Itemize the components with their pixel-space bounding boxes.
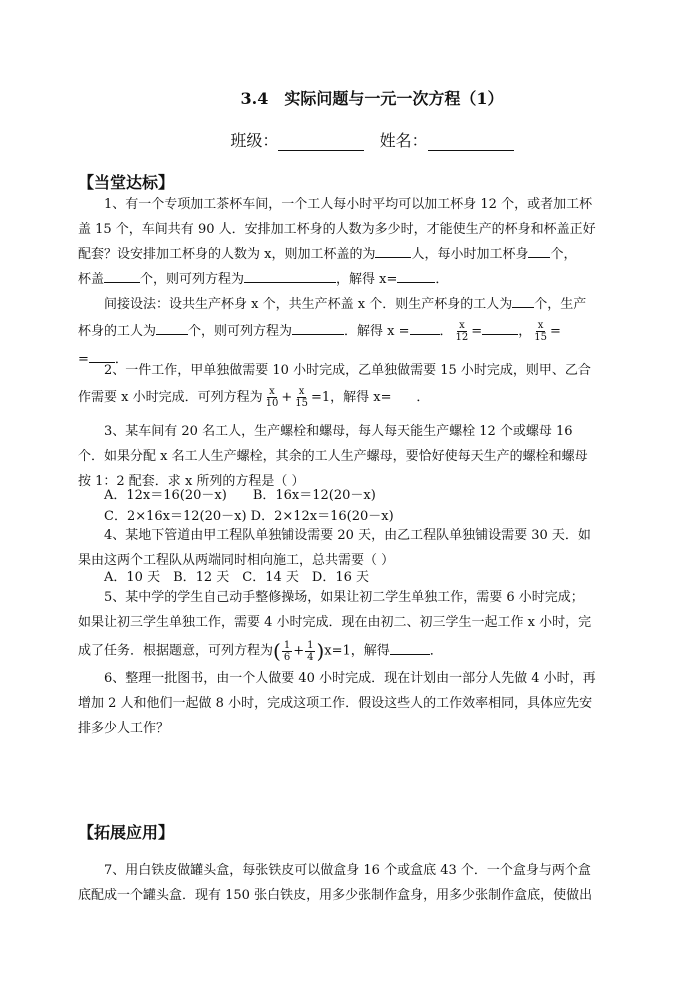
q1-line-1: 1、有一个专项加工茶杯车间，一个工人每小时平均可以加工杯身 12 个，或者加工杯 (104, 197, 593, 212)
fraction-x-over-12: $\frac{x}{12}$ (455, 320, 469, 343)
question-1 (78, 192, 620, 372)
q3-line-1: 3、某车间有 20 名工人，生产螺栓和螺母，每人每天能生产螺栓 12 个或螺母 16 (104, 424, 573, 439)
fraction-1-over-6: $\frac{1}{6}$ (283, 639, 291, 663)
q1-line-7: = ． (78, 347, 620, 372)
question-6 (78, 666, 620, 741)
question-5 (78, 585, 620, 668)
q7-line-2: 底配成一个罐头盒．现有 150 张白铁皮，用多少张制作盒身，用多少张制作盒底，使做出 (78, 888, 593, 903)
class-label: 班级： (230, 131, 279, 150)
question-7 (78, 858, 620, 908)
q5-line-2: 如果让初三学生单独工作，需要 4 小时完成．现在由初二、初三学生一起工作 x 小时，完 (78, 615, 592, 630)
q4-line-1: 4、某地下管道由甲工程队单独铺设需要 20 天，由乙工程队单独铺设需要 30 天．如 (104, 528, 591, 543)
q2-line-1: 2、一件工作，甲单独做需要 10 小时完成，乙单独做需要 15 小时完成，则甲、乙合 (104, 363, 591, 378)
q1-line-4: 杯盖 个，则可列方程为 ，解得 x= ． (78, 267, 620, 292)
q1-line-3: 配套？设安排加工杯身的人数为 x，则加工杯盖的为 人，每小时加工杯身 个， (78, 242, 620, 267)
fraction-x-over-15: $\frac{x}{15}$ (534, 320, 547, 343)
question-2 (78, 358, 620, 413)
q3-line-3: 按 1：2 配套．求 x 所列的方程是（ ） (78, 474, 305, 489)
q4-options: A．10 天 B．12 天 C．14 天 D．16 天 (104, 570, 370, 585)
name-label: 姓名： (379, 131, 428, 150)
q3-line-2: 个．如果分配 x 名工人生产螺栓，其余的工人生产螺母，要恰好使每天生产的螺栓和螺母 (78, 449, 588, 464)
q3-options-cd: C．2×16x＝12(20－x) D．2×12x＝16(20－x) (104, 509, 394, 524)
name-blank (428, 136, 514, 151)
class-blank (278, 136, 364, 151)
q6-line-1: 6、整理一批图书，由一个人做要 40 小时完成．现在计划由一部分人先做 4 小时，再 (104, 671, 596, 686)
q5-line-1: 5、某中学的学生自己动手整修操场，如果让初二学生单独工作，需要 6 小时完成； (104, 590, 584, 605)
q3-options-ab: A．12x＝16(20－x) B．16x＝12(20－x) (104, 488, 376, 503)
fraction-x-over-10: $\frac{x}{10}$ (265, 386, 279, 409)
q2-line-2: 作需要 x 小时完成．可列方程为 $\frac{x}{10}$ + $\frac{x}{15}$ =1，解得 x= ． (78, 386, 430, 409)
question-4 (78, 523, 620, 573)
section-heading-practice: 【当堂达标】 (78, 173, 175, 192)
section-heading-extension: 【拓展应用】 (78, 823, 175, 842)
q1-line-6: 杯身的工人为 个，则可列方程为 ．解得 x = ． $\frac{x}{12}$ = ， $\frac{x}{15}$ = (78, 320, 561, 343)
q5-line-3: 成了任务．根据题意，可列方程为( $\frac{1}{6}$ + $\frac{1}{4}$ )x=1，解得 ． (78, 639, 443, 663)
page-title: 3.4 实际问题与一元一次方程（1） (240, 89, 504, 108)
q6-line-3: 排多少人工作？ (78, 721, 170, 736)
q4-line-2: 果由这两个工程队从两端同时相向施工，总共需要（ ） (78, 553, 395, 568)
q1-line-5: 间接设法：设共生产杯身 x 个，共生产杯盖 x 个．则生产杯身的工人为 个，生产 (78, 292, 620, 317)
fraction-1-over-4: $\frac{1}{4}$ (307, 639, 314, 663)
fraction-x-over-15-b: $\frac{x}{15}$ (295, 386, 308, 409)
q1-line-2: 盖 15 个，车间共有 90 人．安排加工杯身的人数为多少时，才能使生产的杯身和杯盖正好 (78, 222, 596, 237)
q7-line-1: 7、用白铁皮做罐头盒，每张铁皮可以做盒身 16 个或盒底 43 个．一个盒身与两个盒 (104, 863, 591, 878)
q6-line-2: 增加 2 人和他们一起做 8 小时，完成这项工作．假设这些人的工作效率相同，具体应先安 (78, 696, 593, 711)
question-3 (78, 419, 620, 494)
class-name-line (0, 128, 696, 151)
